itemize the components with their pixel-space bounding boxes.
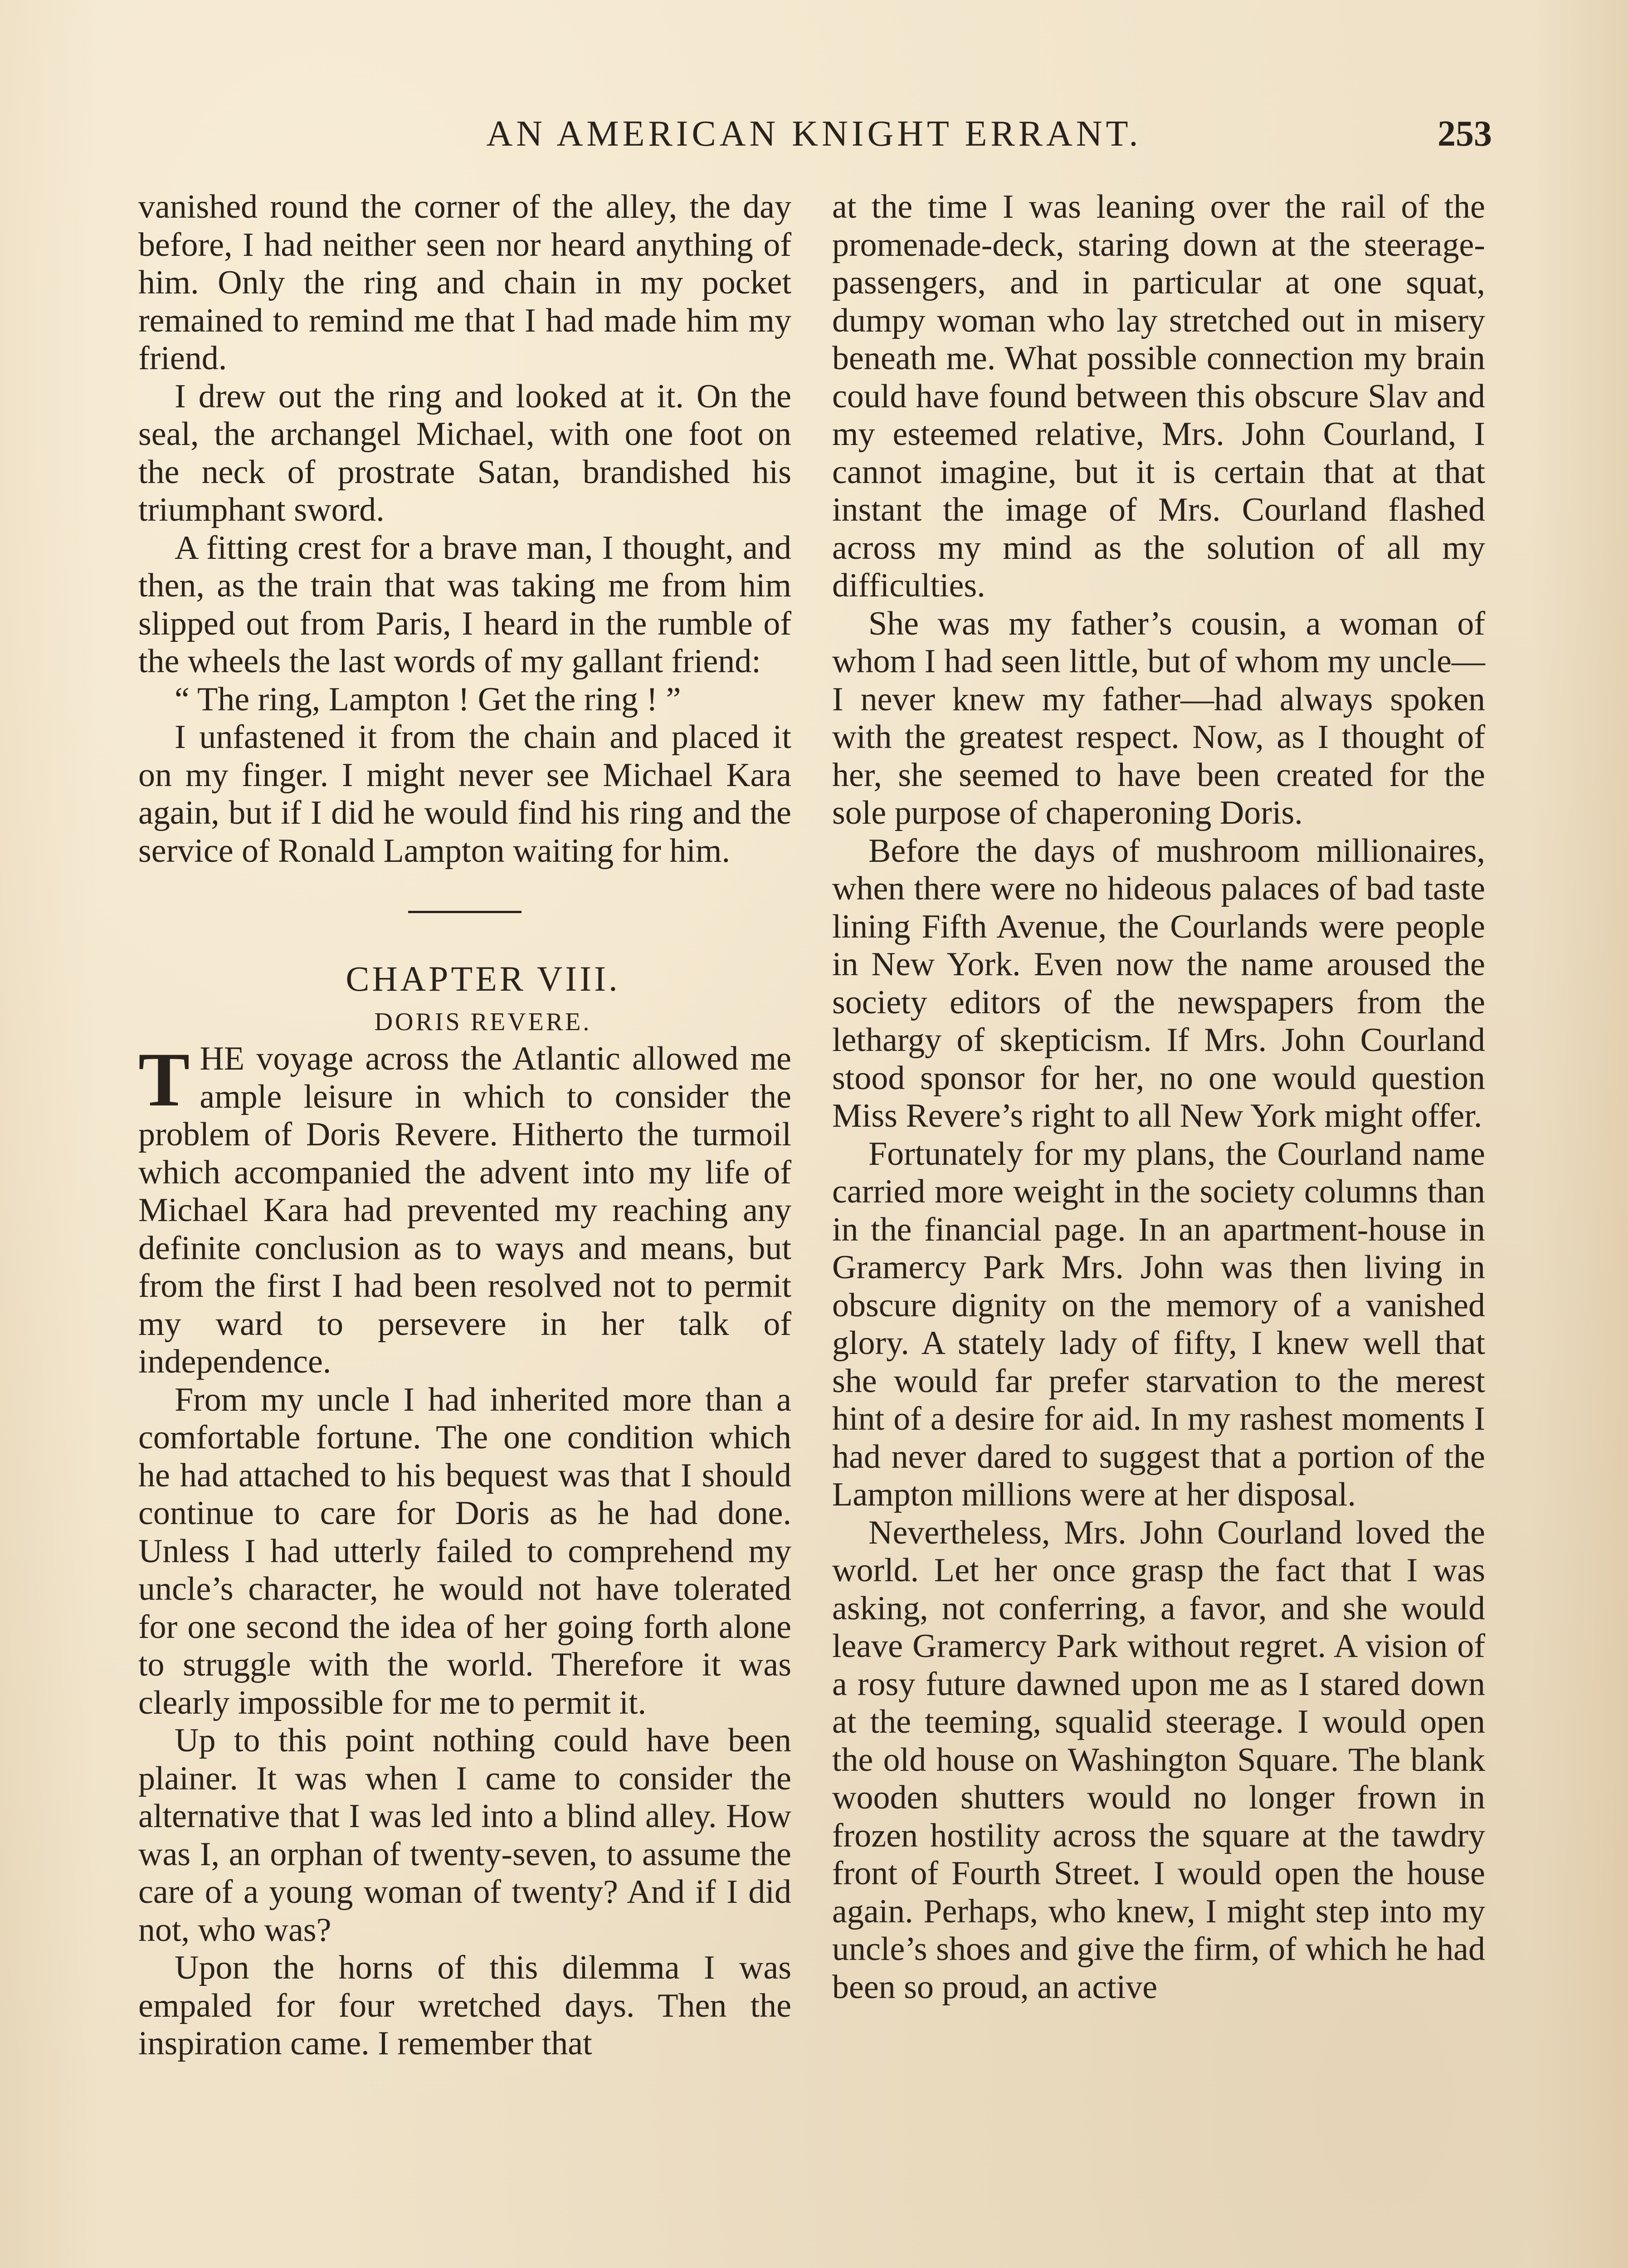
drop-cap: T (138, 1037, 190, 1122)
paragraph: Upon the horns of this dilemma I was empaled for four wretched days. Then the inspiration came. I remember that (138, 1949, 791, 2062)
chapter-title: CHAPTER VIII. (346, 959, 620, 998)
paragraph: She was my father’s cousin, a woman of whom I had seen little, but of whom my uncle—I never knew my father—had always spoken with the greatest respect. Now, as I thought of her, she seemed to have been created for the sole purpose of chaperoning Doris. (832, 605, 1485, 831)
right-column (832, 188, 1485, 2006)
paragraph: at the time I was leaning over the rail of the promenade-deck, staring down at the steerage-passengers, and in particular at one squat, dumpy woman who lay stretched out in misery beneath me. What possible connection my brain could have found between this obscure Slav and my esteemed relative, Mrs. John Courland, I cannot imagine, but it is certain that at that instant the image of Mrs. Courland flashed across my mind as the solution of all my difficulties. (832, 188, 1485, 604)
paragraph: Up to this point nothing could have been plainer. It was when I came to consider the alternative that I was led into a blind alley. How was I, an orphan of twenty-seven, to assume the care of a young woman of twenty? And if I did not, who was? (138, 1722, 791, 1949)
running-title: AN AMERICAN KNIGHT ERRANT. (486, 114, 1142, 154)
paragraph: A fitting crest for a brave man, I thought, and then, as the train that was taking me from him slipped out from Paris, I heard in the rumble of the wheels the last words of my gallant friend: (138, 529, 791, 680)
page-header (136, 109, 1492, 159)
paragraph: vanished round the corner of the alley, the day before, I had neither seen nor heard anything of him. Only the ring and chain in my pocket remained to remind me that I had made him my friend. (138, 188, 791, 377)
paragraph-text: HE voyage across the Atlantic allowed me ample leisure in which to consider the problem of Doris Revere. Hitherto the turmoil which accompanied the advent into my life of Michael Kara had prevented my reaching any definite conclusion as to ways and means, but from the first I had been resolved not to permit my ward to persevere in her talk of independence. (138, 1040, 791, 1380)
paragraph: From my uncle I had inherited more than a comfortable fortune. The one condition which he had attached to his bequest was that I should continue to care for Doris as he had done. Unless I had utterly failed to comprehend my uncle’s character, he would not have tolerated for one second the idea of her going forth alone to struggle with the world. Therefore it was clearly impossible for me to permit it. (138, 1381, 791, 1721)
paragraph: Before the days of mushroom millionaires, when there were no hideous palaces of bad taste lining Fifth Avenue, the Courlands were people in New York. Even now the name aroused the society editors of the newspapers from the lethargy of skepticism. If Mrs. John Courland stood sponsor for her, no one would question Miss Revere’s right to all New York might offer. (832, 832, 1485, 1134)
chapter-subtitle: DORIS REVERE. (374, 1008, 592, 1036)
chapter-opening-paragraph (138, 1037, 791, 1381)
paragraph: “ The ring, Lampton ! Get the ring ! ” (175, 680, 681, 718)
paragraph: Fortunately for my plans, the Courland name carried more weight in the society columns than in the financial page. In an apartment-house in Gramercy Park Mrs. John was then living in obscure dignity on the memory of a vanished glory. A stately lady of fifty, I knew well that she would far prefer starvation to the merest hint of a desire for aid. In my rashest moments I had never dared to suggest that a portion of the Lampton millions were at her disposal. (832, 1135, 1485, 1513)
paragraph: I unfastened it from the chain and placed it on my finger. I might never see Michael Kara again, but if I did he would find his ring and the service of Ronald Lampton waiting for him. (138, 719, 791, 870)
page-number: 253 (1438, 114, 1492, 154)
paragraph: Nevertheless, Mrs. John Courland loved the world. Let her once grasp the fact that I was asking, not conferring, a favor, and she would leave Gramercy Park without regret. A vision of a rosy future dawned upon me as I stared down at the teeming, squalid steerage. I would open the old house on Washington Square. The blank wooden shutters would no longer frown in frozen hostility across the square at the tawdry front of Fourth Street. I would open the house again. Perhaps, who knew, I might step into my uncle’s shoes and give the firm, of which he had been so proud, an active (832, 1514, 1485, 2006)
left-column (138, 188, 791, 2063)
paragraph: I drew out the ring and looked at it. On the seal, the archangel Michael, with one foot on the neck of prostrate Satan, brandished his triumphant sword. (138, 377, 791, 528)
section-divider (408, 911, 522, 913)
